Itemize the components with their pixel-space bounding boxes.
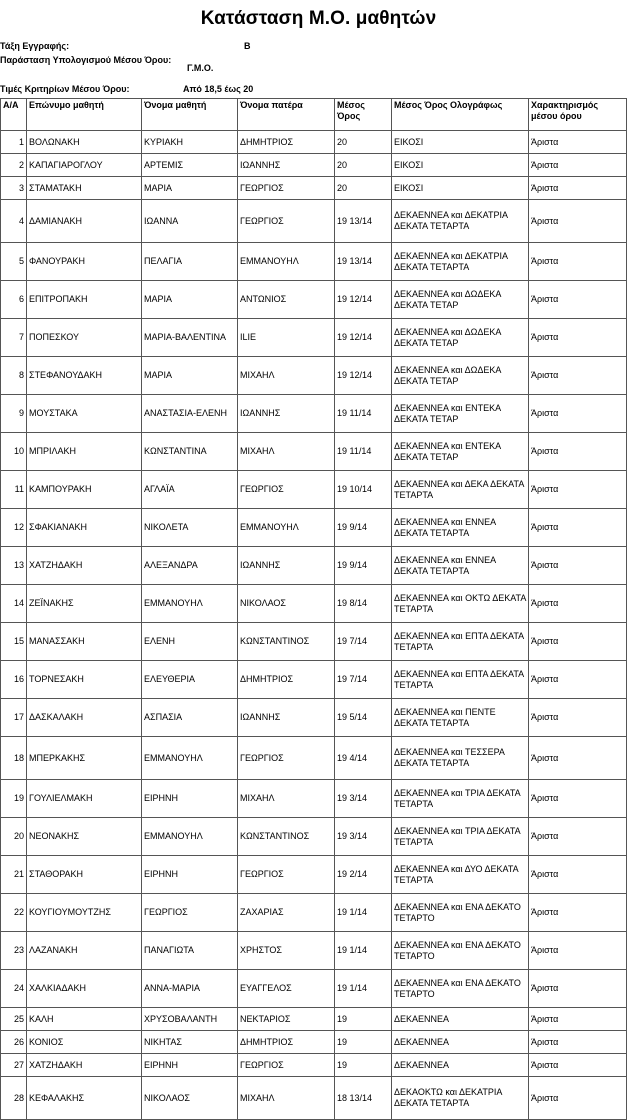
- cell-father: ΜΙΧΑΗΛ: [238, 357, 335, 395]
- table-row: [1, 395, 627, 433]
- cell-surname: ΕΠΙΤΡΟΠΑΚΗ: [27, 281, 142, 319]
- cell-name: ΝΙΚΟΛΕΤΑ: [142, 509, 238, 547]
- table-row: [1, 243, 627, 281]
- table-row: [1, 737, 627, 780]
- cell-grade: Άριστα: [529, 395, 627, 433]
- cell-aa: 11: [1, 471, 27, 509]
- class-value: Β: [244, 41, 251, 51]
- cell-avg-words: ΔΕΚΑΕΝΝΕΑ και ΕΠΤΑ ΔΕΚΑΤΑ ΤΕΤΑΡΤΑ: [392, 623, 529, 661]
- table-row: [1, 623, 627, 661]
- cell-surname: ΚΟΝΙΟΣ: [27, 1031, 142, 1054]
- cell-avg-words: ΕΙΚΟΣΙ: [392, 154, 529, 177]
- cell-aa: 22: [1, 894, 27, 932]
- cell-name: ΧΡΥΣΟΒΑΛΑΝΤΗ: [142, 1008, 238, 1031]
- page-title: Κατάσταση Μ.Ο. μαθητών: [200, 8, 437, 29]
- cell-avg-words: ΕΙΚΟΣΙ: [392, 131, 529, 154]
- table-row: [1, 154, 627, 177]
- cell-grade: Άριστα: [529, 661, 627, 699]
- cell-avg: 19 13/14: [335, 243, 392, 281]
- cell-aa: 3: [1, 177, 27, 200]
- cell-father: ΔΗΜΗΤΡΙΟΣ: [238, 131, 335, 154]
- cell-name: ΑΓΛΑΪΑ: [142, 471, 238, 509]
- cell-aa: 21: [1, 856, 27, 894]
- cell-aa: 2: [1, 154, 27, 177]
- cell-avg-words: ΔΕΚΑΕΝΝΕΑ και ΠΕΝΤΕ ΔΕΚΑΤΑ ΤΕΤΑΡΤΑ: [392, 699, 529, 737]
- cell-surname: ΜΑΝΑΣΣΑΚΗ: [27, 623, 142, 661]
- cell-surname: ΚΑΠΑΓΙΑΡΟΓΛΟΥ: [27, 154, 142, 177]
- cell-aa: 28: [1, 1077, 27, 1120]
- cell-aa: 16: [1, 661, 27, 699]
- cell-avg: 18 13/14: [335, 1077, 392, 1120]
- table-header-row: [1, 99, 627, 131]
- cell-name: ΜΑΡΙΑ: [142, 281, 238, 319]
- table-row: [1, 200, 627, 243]
- table-row: [1, 818, 627, 856]
- cell-avg: 20: [335, 131, 392, 154]
- cell-father: ΙΩΑΝΝΗΣ: [238, 154, 335, 177]
- cell-father: ΜΙΧΑΗΛ: [238, 1077, 335, 1120]
- table-row: [1, 281, 627, 319]
- cell-aa: 6: [1, 281, 27, 319]
- cell-avg-words: ΔΕΚΑΕΝΝΕΑ και ΕΝΤΕΚΑ ΔΕΚΑΤΑ ΤΕΤΑΡ: [392, 395, 529, 433]
- cell-surname: ΛΑΖΑΝΑΚΗ: [27, 932, 142, 970]
- cell-aa: 9: [1, 395, 27, 433]
- cell-avg-words: ΔΕΚΑΕΝΝΕΑ και ΕΝΝΕΑ ΔΕΚΑΤΑ ΤΕΤΑΡΤΑ: [392, 509, 529, 547]
- cell-name: ΝΙΚΟΛΑΟΣ: [142, 1077, 238, 1120]
- cell-avg: 19 10/14: [335, 471, 392, 509]
- cell-grade: Άριστα: [529, 509, 627, 547]
- cell-avg-words: ΔΕΚΑΕΝΝΕΑ και ΕΝΑ ΔΕΚΑΤΟ ΤΕΤΑΡΤΟ: [392, 894, 529, 932]
- cell-avg-words: ΔΕΚΑΕΝΝΕΑ και ΔΩΔΕΚΑ ΔΕΚΑΤΑ ΤΕΤΑΡ: [392, 357, 529, 395]
- table-row: [1, 1008, 627, 1031]
- cell-surname: ΚΑΛΗ: [27, 1008, 142, 1031]
- cell-grade: Άριστα: [529, 894, 627, 932]
- cell-avg-words: ΔΕΚΑΕΝΝΕΑ και ΔΩΔΕΚΑ ΔΕΚΑΤΑ ΤΕΤΑΡ: [392, 281, 529, 319]
- cell-name: ΑΡΤΕΜΙΣ: [142, 154, 238, 177]
- cell-surname: ΚΑΜΠΟΥΡΑΚΗ: [27, 471, 142, 509]
- cell-aa: 18: [1, 737, 27, 780]
- cell-grade: Άριστα: [529, 818, 627, 856]
- cell-avg-words: ΔΕΚΑΕΝΝΕΑ και ΕΝΑ ΔΕΚΑΤΟ ΤΕΤΑΡΤΟ: [392, 970, 529, 1008]
- cell-father: ILIE: [238, 319, 335, 357]
- cell-surname: ΒΟΛΩΝΑΚΗ: [27, 131, 142, 154]
- table-row: [1, 894, 627, 932]
- cell-father: ΓΕΩΡΓΙΟΣ: [238, 200, 335, 243]
- students-table: [0, 98, 627, 1120]
- cell-avg-words: ΔΕΚΑΕΝΝΕΑ και ΕΝΝΕΑ ΔΕΚΑΤΑ ΤΕΤΑΡΤΑ: [392, 547, 529, 585]
- table-row: [1, 433, 627, 471]
- cell-father: ΔΗΜΗΤΡΙΟΣ: [238, 661, 335, 699]
- cell-grade: Άριστα: [529, 154, 627, 177]
- cell-surname: ΣΤΑΘΟΡΑΚΗ: [27, 856, 142, 894]
- cell-grade: Άριστα: [529, 1077, 627, 1120]
- cell-name: ΓΕΩΡΓΙΟΣ: [142, 894, 238, 932]
- cell-name: ΕΙΡΗΝΗ: [142, 780, 238, 818]
- col-header-name: Όνομα μαθητή: [142, 99, 238, 131]
- cell-aa: 1: [1, 131, 27, 154]
- cell-grade: Άριστα: [529, 1054, 627, 1077]
- cell-surname: ΧΑΤΖΗΔΑΚΗ: [27, 1054, 142, 1077]
- cell-name: ΜΑΡΙΑ: [142, 357, 238, 395]
- cell-aa: 8: [1, 357, 27, 395]
- cell-avg-words: ΕΙΚΟΣΙ: [392, 177, 529, 200]
- cell-father: ΙΩΑΝΝΗΣ: [238, 699, 335, 737]
- cell-name: ΑΛΕΞΑΝΔΡΑ: [142, 547, 238, 585]
- cell-surname: ΧΑΤΖΗΔΑΚΗ: [27, 547, 142, 585]
- cell-avg-words: ΔΕΚΑΕΝΝΕΑ: [392, 1008, 529, 1031]
- cell-avg: 20: [335, 177, 392, 200]
- cell-surname: ΔΑΣΚΑΛΑΚΗ: [27, 699, 142, 737]
- table-row: [1, 780, 627, 818]
- table-row: [1, 932, 627, 970]
- cell-name: ΚΥΡΙΑΚΗ: [142, 131, 238, 154]
- cell-avg-words: ΔΕΚΑΕΝΝΕΑ: [392, 1031, 529, 1054]
- cell-surname: ΚΕΦΑΛΑΚΗΣ: [27, 1077, 142, 1120]
- cell-avg: 19 8/14: [335, 585, 392, 623]
- table-row: [1, 585, 627, 623]
- cell-aa: 13: [1, 547, 27, 585]
- cell-avg-words: ΔΕΚΑΕΝΝΕΑ και ΔΕΚΑΤΡΙΑ ΔΕΚΑΤΑ ΤΕΤΑΡΤΑ: [392, 200, 529, 243]
- cell-avg: 19 3/14: [335, 780, 392, 818]
- col-header-father: Όνομα πατέρα: [238, 99, 335, 131]
- cell-aa: 24: [1, 970, 27, 1008]
- cell-avg-words: ΔΕΚΑΕΝΝΕΑ και ΔΥΟ ΔΕΚΑΤΑ ΤΕΤΑΡΤΑ: [392, 856, 529, 894]
- cell-name: ΕΛΕΥΘΕΡΙΑ: [142, 661, 238, 699]
- cell-avg-words: ΔΕΚΑΕΝΝΕΑ και ΕΝΤΕΚΑ ΔΕΚΑΤΑ ΤΕΤΑΡ: [392, 433, 529, 471]
- cell-avg: 19: [335, 1031, 392, 1054]
- cell-avg: 19 9/14: [335, 509, 392, 547]
- cell-avg: 19 11/14: [335, 395, 392, 433]
- table-row: [1, 970, 627, 1008]
- cell-father: ΓΕΩΡΓΙΟΣ: [238, 471, 335, 509]
- cell-name: ΕΜΜΑΝΟΥΗΛ: [142, 737, 238, 780]
- table-row: [1, 1054, 627, 1077]
- cell-grade: Άριστα: [529, 200, 627, 243]
- cell-avg-words: ΔΕΚΑΕΝΝΕΑ: [392, 1054, 529, 1077]
- cell-name: ΜΑΡΙΑ: [142, 177, 238, 200]
- table-row: [1, 1077, 627, 1120]
- table-row: [1, 661, 627, 699]
- cell-name: ΠΑΝΑΓΙΩΤΑ: [142, 932, 238, 970]
- cell-father: ΜΙΧΑΗΛ: [238, 433, 335, 471]
- cell-father: ΕΜΜΑΝΟΥΗΛ: [238, 509, 335, 547]
- col-header-avg: Μέσος Όρος: [335, 99, 392, 131]
- cell-father: ΚΩΝΣΤΑΝΤΙΝΟΣ: [238, 623, 335, 661]
- cell-avg: 19 2/14: [335, 856, 392, 894]
- cell-avg: 19 3/14: [335, 818, 392, 856]
- table-row: [1, 177, 627, 200]
- cell-grade: Άριστα: [529, 243, 627, 281]
- cell-aa: 23: [1, 932, 27, 970]
- cell-father: ΕΥΑΓΓΕΛΟΣ: [238, 970, 335, 1008]
- cell-father: ΓΕΩΡΓΙΟΣ: [238, 1054, 335, 1077]
- cell-avg: 19 7/14: [335, 623, 392, 661]
- cell-avg: 19: [335, 1008, 392, 1031]
- cell-father: ΕΜΜΑΝΟΥΗΛ: [238, 243, 335, 281]
- cell-name: ΕΙΡΗΝΗ: [142, 1054, 238, 1077]
- cell-avg-words: ΔΕΚΑΕΝΝΕΑ και ΤΕΣΣΕΡΑ ΔΕΚΑΤΑ ΤΕΤΑΡΤΑ: [392, 737, 529, 780]
- cell-avg: 19 12/14: [335, 319, 392, 357]
- cell-avg: 19 1/14: [335, 932, 392, 970]
- cell-avg: 19 9/14: [335, 547, 392, 585]
- cell-grade: Άριστα: [529, 177, 627, 200]
- cell-grade: Άριστα: [529, 623, 627, 661]
- cell-surname: ΝΕΟΝΑΚΗΣ: [27, 818, 142, 856]
- cell-aa: 19: [1, 780, 27, 818]
- cell-surname: ΚΟΥΓΙΟΥΜΟΥΤΖΗΣ: [27, 894, 142, 932]
- table-row: [1, 357, 627, 395]
- table-row: [1, 319, 627, 357]
- cell-name: ΑΝΑΣΤΑΣΙΑ-ΕΛΕΝΗ: [142, 395, 238, 433]
- cell-aa: 27: [1, 1054, 27, 1077]
- cell-father: ΓΕΩΡΓΙΟΣ: [238, 856, 335, 894]
- table-row: [1, 1031, 627, 1054]
- cell-avg: 19 5/14: [335, 699, 392, 737]
- range-label: Τιμές Κριτηρίων Μέσου Όρου:: [0, 84, 130, 94]
- cell-name: ΕΜΜΑΝΟΥΗΛ: [142, 818, 238, 856]
- cell-surname: ΜΠΕΡΚΑΚΗΣ: [27, 737, 142, 780]
- cell-surname: ΤΟΡΝΕΣΑΚΗ: [27, 661, 142, 699]
- cell-aa: 15: [1, 623, 27, 661]
- cell-avg-words: ΔΕΚΑΕΝΝΕΑ και ΟΚΤΩ ΔΕΚΑΤΑ ΤΕΤΑΡΤΑ: [392, 585, 529, 623]
- col-header-aa: Α/Α: [1, 99, 27, 131]
- cell-surname: ΦΑΝΟΥΡΑΚΗ: [27, 243, 142, 281]
- cell-avg: 19 7/14: [335, 661, 392, 699]
- cell-grade: Άριστα: [529, 699, 627, 737]
- class-label: Τάξη Εγγραφής:: [0, 41, 70, 51]
- cell-aa: 10: [1, 433, 27, 471]
- cell-surname: ΧΑΛΚΙΑΔΑΚΗ: [27, 970, 142, 1008]
- table-row: [1, 509, 627, 547]
- table-row: [1, 856, 627, 894]
- cell-surname: ΓΟΥΛΙΕΛΜΑΚΗ: [27, 780, 142, 818]
- cell-grade: Άριστα: [529, 319, 627, 357]
- cell-father: ΙΩΑΝΝΗΣ: [238, 547, 335, 585]
- cell-surname: ΣΤΕΦΑΝΟΥΔΑΚΗ: [27, 357, 142, 395]
- cell-aa: 26: [1, 1031, 27, 1054]
- cell-aa: 12: [1, 509, 27, 547]
- cell-aa: 7: [1, 319, 27, 357]
- cell-surname: ΜΠΡΙΛΑΚΗ: [27, 433, 142, 471]
- cell-grade: Άριστα: [529, 131, 627, 154]
- cell-aa: 4: [1, 200, 27, 243]
- cell-surname: ΣΤΑΜΑΤΑΚΗ: [27, 177, 142, 200]
- cell-name: ΕΙΡΗΝΗ: [142, 856, 238, 894]
- cell-name: ΠΕΛΑΓΙΑ: [142, 243, 238, 281]
- cell-name: ΜΑΡΙΑ-ΒΑΛΕΝΤΙΝΑ: [142, 319, 238, 357]
- cell-grade: Άριστα: [529, 1008, 627, 1031]
- cell-grade: Άριστα: [529, 471, 627, 509]
- cell-aa: 5: [1, 243, 27, 281]
- cell-name: ΝΙΚΗΤΑΣ: [142, 1031, 238, 1054]
- cell-name: ΑΝΝΑ-ΜΑΡΙΑ: [142, 970, 238, 1008]
- cell-surname: ΖΕΪΝΑΚΗΣ: [27, 585, 142, 623]
- cell-grade: Άριστα: [529, 970, 627, 1008]
- cell-aa: 20: [1, 818, 27, 856]
- cell-father: ΜΙΧΑΗΛ: [238, 780, 335, 818]
- range-value: Από 18,5 έως 20: [183, 84, 254, 94]
- cell-avg: 19 12/14: [335, 357, 392, 395]
- cell-grade: Άριστα: [529, 856, 627, 894]
- cell-surname: ΣΦΑΚΙΑΝΑΚΗ: [27, 509, 142, 547]
- cell-father: ΧΡΗΣΤΟΣ: [238, 932, 335, 970]
- cell-avg: 19 11/14: [335, 433, 392, 471]
- cell-avg-words: ΔΕΚΑΕΝΝΕΑ και ΤΡΙΑ ΔΕΚΑΤΑ ΤΕΤΑΡΤΑ: [392, 818, 529, 856]
- cell-father: ΖΑΧΑΡΙΑΣ: [238, 894, 335, 932]
- cell-grade: Άριστα: [529, 932, 627, 970]
- avg-formula-label: Παράσταση Υπολογισμού Μέσου Όρου:: [0, 55, 172, 65]
- cell-name: ΚΩΝΣΤΑΝΤΙΝΑ: [142, 433, 238, 471]
- cell-grade: Άριστα: [529, 1031, 627, 1054]
- cell-avg-words: ΔΕΚΑΕΝΝΕΑ και ΔΕΚΑ ΔΕΚΑΤΑ ΤΕΤΑΡΤΑ: [392, 471, 529, 509]
- cell-father: ΚΩΝΣΤΑΝΤΙΝΟΣ: [238, 818, 335, 856]
- cell-grade: Άριστα: [529, 281, 627, 319]
- cell-father: ΓΕΩΡΓΙΟΣ: [238, 737, 335, 780]
- col-header-avg-words: Μέσος Όρος Ολογράφως: [392, 99, 529, 131]
- table-row: [1, 547, 627, 585]
- table-row: [1, 699, 627, 737]
- cell-surname: ΔΑΜΙΑΝΑΚΗ: [27, 200, 142, 243]
- col-header-grade: Χαρακτηρισμός μέσου όρου: [529, 99, 627, 131]
- table-row: [1, 131, 627, 154]
- cell-grade: Άριστα: [529, 547, 627, 585]
- cell-surname: ΜΟΥΣΤΑΚΑ: [27, 395, 142, 433]
- cell-name: ΕΜΜΑΝΟΥΗΛ: [142, 585, 238, 623]
- cell-avg: 19 12/14: [335, 281, 392, 319]
- cell-father: ΝΙΚΟΛΑΟΣ: [238, 585, 335, 623]
- cell-father: ΑΝΤΩΝΙΟΣ: [238, 281, 335, 319]
- cell-father: ΓΕΩΡΓΙΟΣ: [238, 177, 335, 200]
- cell-avg-words: ΔΕΚΑΕΝΝΕΑ και ΤΡΙΑ ΔΕΚΑΤΑ ΤΕΤΑΡΤΑ: [392, 780, 529, 818]
- cell-aa: 17: [1, 699, 27, 737]
- cell-avg-words: ΔΕΚΑΟΚΤΩ και ΔΕΚΑΤΡΙΑ ΔΕΚΑΤΑ ΤΕΤΑΡΤΑ: [392, 1077, 529, 1120]
- cell-aa: 14: [1, 585, 27, 623]
- cell-avg-words: ΔΕΚΑΕΝΝΕΑ και ΕΝΑ ΔΕΚΑΤΟ ΤΕΤΑΡΤΟ: [392, 932, 529, 970]
- cell-father: ΙΩΑΝΝΗΣ: [238, 395, 335, 433]
- cell-grade: Άριστα: [529, 737, 627, 780]
- cell-avg: 19 1/14: [335, 894, 392, 932]
- cell-avg: 19 4/14: [335, 737, 392, 780]
- table-row: [1, 471, 627, 509]
- cell-name: ΕΛΕΝΗ: [142, 623, 238, 661]
- avg-formula-value: Γ.Μ.Ο.: [187, 63, 214, 73]
- cell-grade: Άριστα: [529, 780, 627, 818]
- cell-aa: 25: [1, 1008, 27, 1031]
- cell-avg: 19 13/14: [335, 200, 392, 243]
- cell-avg-words: ΔΕΚΑΕΝΝΕΑ και ΕΠΤΑ ΔΕΚΑΤΑ ΤΕΤΑΡΤΑ: [392, 661, 529, 699]
- cell-avg-words: ΔΕΚΑΕΝΝΕΑ και ΔΩΔΕΚΑ ΔΕΚΑΤΑ ΤΕΤΑΡ: [392, 319, 529, 357]
- cell-father: ΔΗΜΗΤΡΙΟΣ: [238, 1031, 335, 1054]
- cell-name: ΑΣΠΑΣΙΑ: [142, 699, 238, 737]
- cell-grade: Άριστα: [529, 433, 627, 471]
- cell-avg: 19: [335, 1054, 392, 1077]
- cell-avg: 20: [335, 154, 392, 177]
- cell-grade: Άριστα: [529, 585, 627, 623]
- table-body: [1, 131, 627, 1120]
- cell-avg: 19 1/14: [335, 970, 392, 1008]
- cell-father: ΝΕΚΤΑΡΙΟΣ: [238, 1008, 335, 1031]
- cell-name: ΙΩΑΝΝΑ: [142, 200, 238, 243]
- cell-grade: Άριστα: [529, 357, 627, 395]
- col-header-surname: Επώνυμο μαθητή: [27, 99, 142, 131]
- cell-surname: ΠΟΠΕΣΚΟΥ: [27, 319, 142, 357]
- cell-avg-words: ΔΕΚΑΕΝΝΕΑ και ΔΕΚΑΤΡΙΑ ΔΕΚΑΤΑ ΤΕΤΑΡΤΑ: [392, 243, 529, 281]
